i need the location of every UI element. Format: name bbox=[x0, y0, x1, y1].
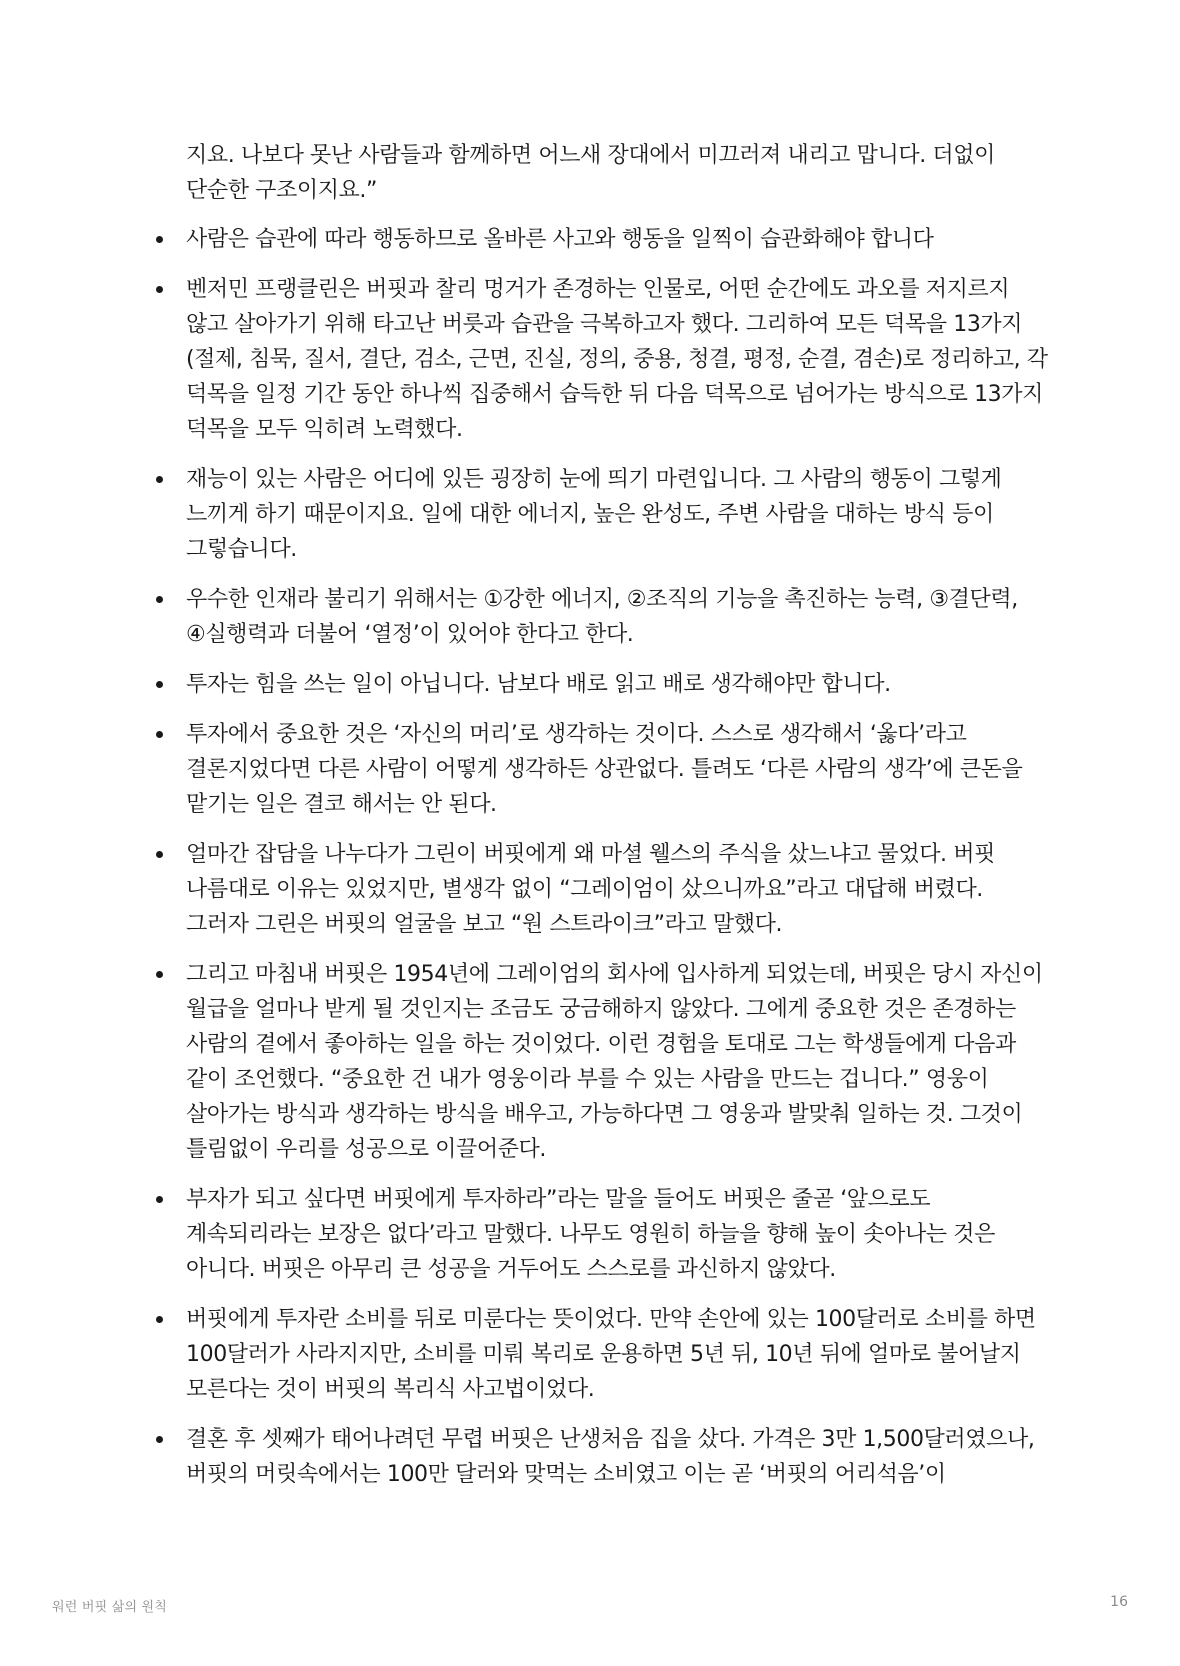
list-item-text: 벤저민 프랭클린은 버핏과 찰리 멍거가 존경하는 인물로, 어떤 순간에도 과오를 저지르지 않고 살아가기 위해 타고난 버릇과 습관을 극복하고자 했다. 그리하여 모든 덕목을 13가지(절제, 침묵, 질서, 결단, 검소, 근면, 진실, 정의, 중용, 청결, 평정, 순결, 겸손)로 정리하고, 각 덕목을 일정 기간 동안 하나씩 집중해서 습득한 뒤 다음 덕목으로 넘어가는 방식으로 13가지 덕목을 모두 익히려 노력했다. bbox=[186, 277, 1048, 442]
bullet-icon bbox=[156, 1196, 163, 1203]
bullet-icon bbox=[156, 236, 163, 243]
list-item bbox=[152, 1422, 1052, 1492]
list-item-text: 버핏에게 투자란 소비를 뒤로 미룬다는 뜻이었다. 만약 손안에 있는 100달러로 소비를 하면 100달러가 사라지지만, 소비를 미뤄 복리로 운용하면 5년 뒤, 10년 뒤에 얼마로 불어날지 모른다는 것이 버핏의 복리식 사고법이었다. bbox=[186, 1307, 1036, 1402]
bullet-icon bbox=[156, 1316, 163, 1323]
list-item bbox=[152, 582, 1052, 652]
bullet-icon bbox=[156, 286, 163, 293]
list-item-text: 그리고 마침내 버핏은 1954년에 그레이엄의 회사에 입사하게 되었는데, 버핏은 당시 자신이 월급을 얼마나 받게 될 것인지는 조금도 궁금해하지 않았다. 그에게 중요한 것은 존경하는 사람의 곁에서 좋아하는 일을 하는 것이었다. 이런 경험을 토대로 그는 학생들에게 다음과 같이 조언했다. “중요한 건 내가 영웅이라 부를 수 있는 사람을 만드는 겁니다.” 영웅이 살아가는 방식과 생각하는 방식을 배우고, 가능하다면 그 영웅과 발맞춰 일하는 것. 그것이 틀림없이 우리를 성공으로 이끌어준다. bbox=[186, 962, 1043, 1162]
bullet-icon bbox=[156, 476, 163, 483]
list-item bbox=[152, 222, 1052, 257]
bullet-icon bbox=[156, 596, 163, 603]
bullet-icon bbox=[156, 971, 163, 978]
list-item bbox=[152, 1182, 1052, 1287]
list-item bbox=[152, 837, 1052, 942]
footer-book-title: 워런 버핏 삶의 원칙 bbox=[52, 1600, 168, 1615]
page-number: 16 bbox=[1110, 1594, 1128, 1610]
list-item-text: 얼마간 잡담을 나누다가 그린이 버핏에게 왜 마셜 웰스의 주식을 샀느냐고 물었다. 버핏 나름대로 이유는 있었지만, 별생각 없이 “그레이엄이 샀으니까요”라고 대답해 버렸다. 그러자 그린은 버핏의 얼굴을 보고 “원 스트라이크”라고 말했다. bbox=[186, 842, 995, 937]
list-item-text: 투자에서 중요한 것은 ‘자신의 머리’로 생각하는 것이다. 스스로 생각해서 ‘옳다’라고 결론지었다면 다른 사람이 어떻게 생각하든 상관없다. 틀려도 ‘다른 사람의 생각’에 큰돈을 맡기는 일은 결코 해서는 안 된다. bbox=[186, 722, 1023, 817]
list-item-text: 부자가 되고 싶다면 버핏에게 투자하라”라는 말을 들어도 버핏은 줄곧 ‘앞으로도 계속되리라는 보장은 없다’라고 말했다. 나무도 영원히 하늘을 향해 높이 솟아나는 것은 아니다. 버핏은 아무리 큰 성공을 거두어도 스스로를 과신하지 않았다. bbox=[186, 1187, 995, 1282]
list-item bbox=[152, 957, 1052, 1167]
bullet-icon bbox=[156, 681, 163, 688]
page-content bbox=[152, 138, 1052, 1507]
list-item bbox=[152, 667, 1052, 702]
continued-paragraph: 지요. 나보다 못난 사람들과 함께하면 어느새 장대에서 미끄러져 내리고 맙니다. 더없이 단순한 구조이지요.” bbox=[186, 143, 995, 203]
list-item bbox=[152, 1302, 1052, 1407]
list-item-text: 투자는 힘을 쓰는 일이 아닙니다. 남보다 배로 읽고 배로 생각해야만 합니다. bbox=[186, 672, 891, 697]
list-item-text: 우수한 인재라 불리기 위해서는 ①강한 에너지, ②조직의 기능을 촉진하는 능력, ③결단력, ④실행력과 더불어 ‘열정’이 있어야 한다고 한다. bbox=[186, 587, 1018, 647]
list-item bbox=[152, 272, 1052, 447]
bullet-icon bbox=[156, 1436, 163, 1443]
list-item-text: 재능이 있는 사람은 어디에 있든 굉장히 눈에 띄기 마련입니다. 그 사람의 행동이 그렇게 느끼게 하기 때문이지요. 일에 대한 에너지, 높은 완성도, 주변 사람을 대하는 방식 등이 그렇습니다. bbox=[186, 467, 1002, 562]
bullet-icon bbox=[156, 851, 163, 858]
bullet-icon bbox=[156, 731, 163, 738]
list-item-text: 사람은 습관에 따라 행동하므로 올바른 사고와 행동을 일찍이 습관화해야 합니다 bbox=[186, 227, 934, 252]
list-item bbox=[152, 717, 1052, 822]
list-item-text: 결혼 후 셋째가 태어나려던 무렵 버핏은 난생처음 집을 샀다. 가격은 3만 1,500달러였으나, 버핏의 머릿속에서는 100만 달러와 맞먹는 소비였고 이는 곧 ‘버핏의 어리석음’이 bbox=[186, 1427, 1035, 1487]
bullet-list bbox=[152, 222, 1052, 1492]
list-item bbox=[152, 462, 1052, 567]
